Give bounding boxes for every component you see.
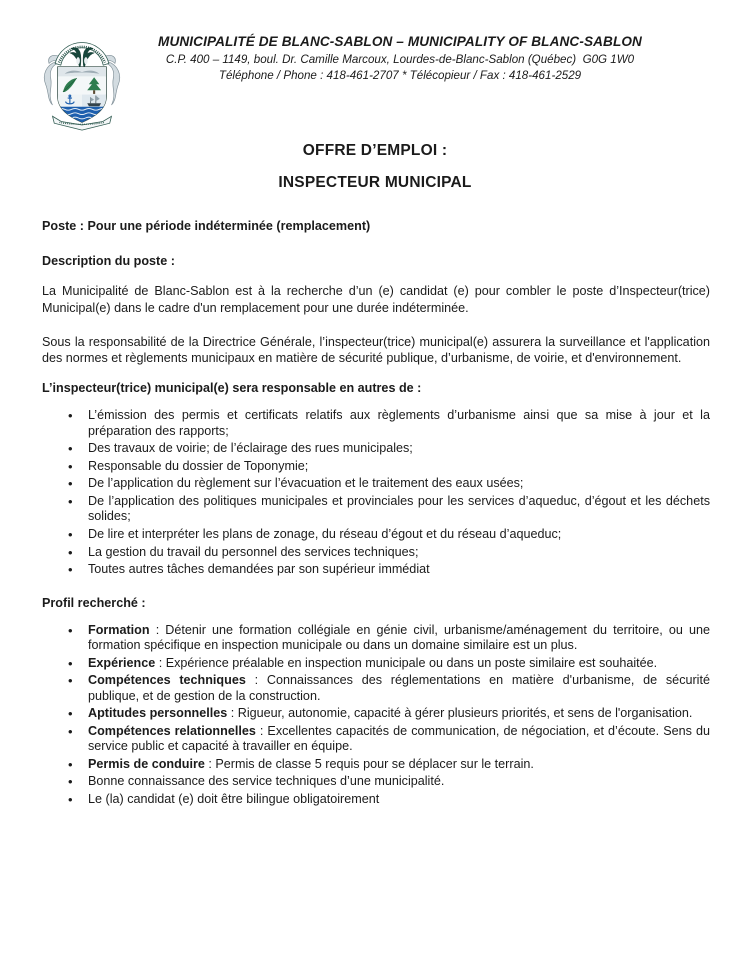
coat-of-arms-logo [38, 27, 126, 131]
profile-list [42, 623, 710, 808]
description-paragraph-2: Sous la responsabilité de la Directrice Générale, l’inspecteur(trice) municipal(e) assurera la surveillance et l'application des normes et règlements municipaux en matière de sécurité publique, d’urbanisme, de voirie, et d'environnement. [42, 334, 710, 366]
list-item: • Responsable du dossier de Toponymie; [88, 459, 710, 474]
item-text: : Rigueur, autonomie, capacité à gérer plusieurs priorités, et sens de l'organisation. [227, 706, 693, 721]
list-item: • L’émission des permis et certificats relatifs aux règlements d’urbanisme ainsi que sa mise à jour et la préparation des rapports; [88, 408, 710, 439]
description-heading: Description du poste : [42, 254, 175, 268]
document-title-line1: OFFRE D’EMPLOI : [302, 142, 448, 159]
document-title-line2: INSPECTEUR MUNICIPAL [278, 174, 472, 191]
organization-phone-fax: Téléphone / Phone : 418-461-2707 * Télécopieur / Fax : 418-461-2529 [218, 69, 582, 82]
document-body [0, 219, 750, 807]
list-item [88, 724, 710, 755]
responsibilities-list [42, 408, 710, 577]
list-item: • De l’application des politiques municipales et provinciales pour les services d’aqueduc, d’égout et les déchets solides; [88, 494, 710, 525]
item-text: : Permis de classe 5 requis pour se déplacer sur le terrain. [204, 756, 534, 771]
list-item: • Des travaux de voirie; de l’éclairage des rues municipales; [88, 441, 710, 456]
organization-name: MUNICIPALITÉ DE BLANC-SABLON – MUNICIPALITY OF BLANC-SABLON [158, 34, 642, 49]
item-text: : Détenir une formation collégiale en génie civil, urbanisme/aménagement du territoire, ou une formation spécifique en inspection municipale ou dans un domaine similaire est un plus. [88, 622, 710, 652]
list-item: • De lire et interpréter les plans de zonage, du réseau d’égout et du réseau d’aqueduc; [88, 527, 710, 542]
list-item [88, 623, 710, 654]
item-label: Compétences relationnelles [88, 723, 256, 738]
responsibilities-heading: L’inspecteur(trice) municipal(e) sera responsable en autres de : [42, 381, 422, 396]
list-item [88, 656, 710, 671]
list-item [88, 792, 710, 807]
list-item [88, 706, 710, 721]
item-label: Compétences techniques [88, 673, 246, 688]
list-item [88, 673, 710, 704]
item-label: Expérience [88, 655, 156, 670]
list-item: • De l’application du règlement sur l’évacuation et le traitement des eaux usées; [88, 476, 710, 491]
item-text: : Excellentes capacités de communication, de négociation, et d’écoute. Sens du service public et capacité à travailler en équipe. [88, 723, 710, 754]
item-text: : Expérience préalable en inspection municipale ou dans un poste similaire est souhaitée. [155, 655, 658, 670]
item-text: : Connaissances des réglementations en matière d'urbanisme, de sécurité publique, et de gestion de la construction. [88, 673, 710, 703]
organization-address: C.P. 400 – 1149, boul. Dr. Camille Marcoux, Lourdes-de-Blanc-Sablon (Québec) G0G 1W0 [165, 53, 635, 66]
list-item: • La gestion du travail du personnel des services techniques; [88, 545, 710, 560]
list-item [88, 774, 710, 789]
list-item [88, 757, 710, 772]
item-text: Le (la) candidat (e) doit être bilingue obligatoirement [88, 791, 380, 806]
coat-of-arms-icon [38, 27, 126, 131]
item-label: Formation [88, 622, 150, 637]
item-text: Bonne connaissance des service techniques d’une municipalité. [88, 774, 445, 789]
profile-heading: Profil recherché : [42, 595, 146, 610]
letterhead [0, 0, 750, 82]
position-line: Poste : Pour une période indéterminée (remplacement) [42, 219, 371, 233]
description-paragraph-1: La Municipalité de Blanc-Sablon est à la recherche d’un (e) candidat (e) pour combler le poste d’Inspecteur(trice) Municipal(e) dans le cadre d'un remplacement pour une durée indéterminée. [42, 284, 710, 315]
item-label: Permis de conduire [88, 756, 205, 771]
item-label: Aptitudes personnelles [88, 706, 228, 721]
list-item: • Toutes autres tâches demandées par son supérieur immédiat [88, 562, 710, 577]
